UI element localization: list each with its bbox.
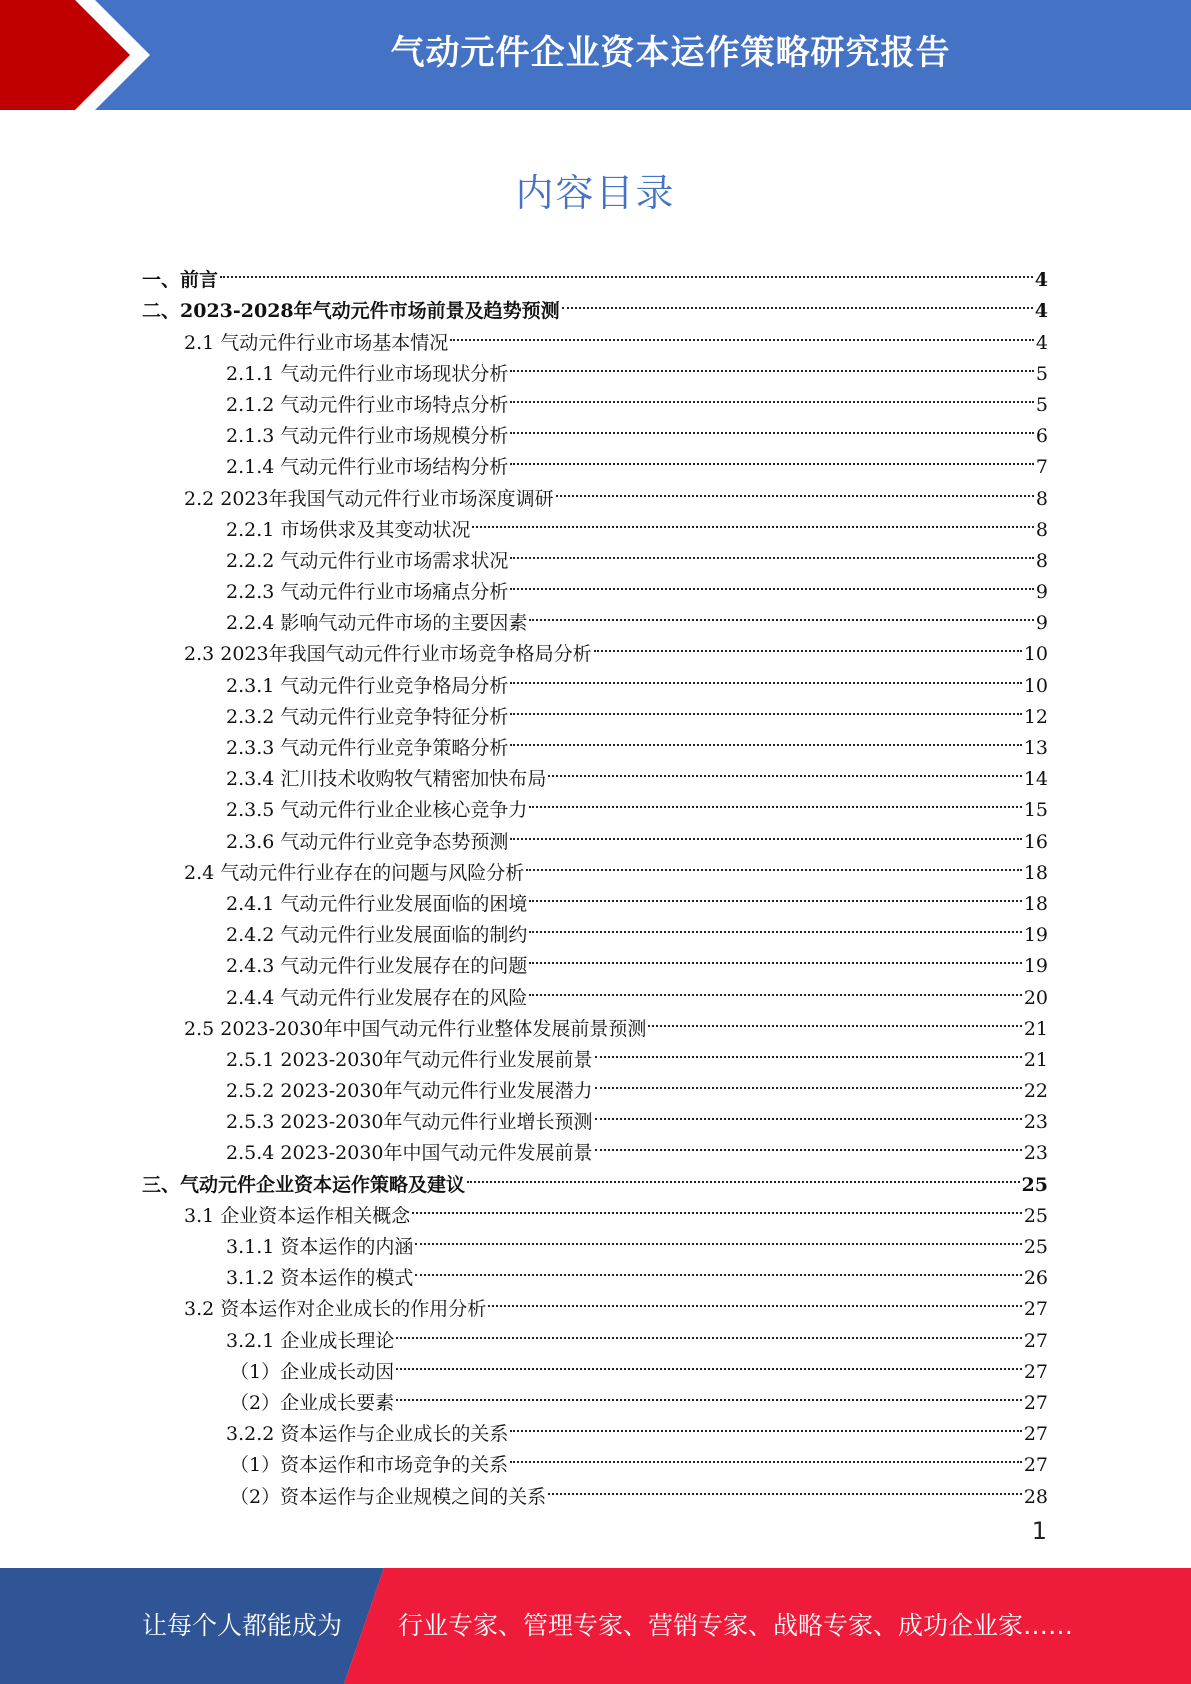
- toc-entry-text: 2.4.2 气动元件行业发展面临的制约: [226, 924, 528, 947]
- toc-entry-text: 2.4 气动元件行业存在的问题与风险分析: [184, 861, 525, 884]
- toc-entry-page: 27: [1023, 1360, 1048, 1383]
- toc-entry-page: 18: [1023, 892, 1048, 915]
- toc-leader-dots: [595, 1066, 1022, 1097]
- toc-entry-page: 8: [1035, 549, 1048, 572]
- toc-entry-page: 14: [1023, 768, 1048, 791]
- toc-entry-page: 12: [1023, 705, 1048, 728]
- toc-leader-dots: [594, 629, 1022, 660]
- toc-leader-dots: [220, 255, 1033, 286]
- toc-entry-text: 2.2.1 市场供求及其变动状况: [226, 518, 471, 541]
- toc-leader-dots: [450, 317, 1034, 348]
- toc-entry-text: 2.1 气动元件行业市场基本情况: [184, 331, 449, 354]
- toc-leader-dots: [648, 1004, 1021, 1035]
- toc-entry-text: 3.1.2 资本运作的模式: [226, 1267, 414, 1290]
- toc-leader-dots: [548, 1471, 1022, 1502]
- toc-entry-page: 28: [1023, 1485, 1048, 1508]
- toc-leader-dots: [510, 442, 1034, 473]
- toc-leader-dots: [510, 411, 1034, 442]
- toc-entry-text: 2.5.4 2023-2030年中国气动元件发展前景: [226, 1142, 593, 1165]
- toc-entry-page: 27: [1023, 1423, 1048, 1446]
- toc-entry-page: 10: [1023, 643, 1048, 666]
- toc-entry-page: 4: [1034, 300, 1048, 323]
- toc-entry-page: 8: [1035, 518, 1048, 541]
- toc-entry-text: 2.3.6 气动元件行业竞争态势预测: [226, 830, 509, 853]
- toc-entry-text: 3.2.1 企业成长理论: [226, 1329, 395, 1352]
- toc-entry-text: 2.1.2 气动元件行业市场特点分析: [226, 393, 509, 416]
- footer-slogan-left: 让每个人都能成为: [142, 1611, 343, 1640]
- toc-leader-dots: [415, 1222, 1021, 1253]
- toc-entry-page: 19: [1023, 955, 1048, 978]
- toc-entry-page: 6: [1035, 425, 1048, 448]
- toc-leader-dots: [510, 349, 1034, 380]
- toc-leader-dots: [548, 754, 1021, 785]
- toc-leader-dots: [472, 505, 1034, 536]
- toc-leader-dots: [396, 1378, 1022, 1409]
- toc-entry-text: 2.4.4 气动元件行业发展存在的风险: [226, 986, 528, 1009]
- toc-leader-dots: [526, 848, 1022, 879]
- page-footer: [0, 1568, 1191, 1684]
- toc-leader-dots: [467, 1159, 1020, 1190]
- toc-entry-page: 21: [1023, 1048, 1048, 1071]
- toc-entry-text: 一、前言: [142, 269, 219, 292]
- toc-entry-page: 20: [1023, 986, 1048, 1009]
- toc-leader-dots: [510, 380, 1034, 411]
- toc-entry-page: 25: [1021, 1173, 1048, 1196]
- toc-entry-page: 27: [1023, 1391, 1048, 1414]
- toc-leader-dots: [510, 660, 1021, 691]
- toc-entry-page: 26: [1023, 1267, 1048, 1290]
- toc-entry-text: 2.3.2 气动元件行业竞争特征分析: [226, 705, 509, 728]
- toc-entry-page: 9: [1035, 581, 1048, 604]
- toc-entry-text: 2.1.1 气动元件行业市场现状分析: [226, 362, 509, 385]
- toc-entry-page: 13: [1023, 737, 1048, 759]
- toc-leader-dots: [529, 879, 1021, 910]
- toc-entry-text: 2.5 2023-2030年中国气动元件行业整体发展前景预测: [184, 1017, 647, 1040]
- toc-leader-dots: [415, 1253, 1021, 1284]
- toc-entry[interactable]: [142, 255, 1048, 292]
- toc-entry-page: 19: [1023, 924, 1048, 947]
- toc-entry-page: 5: [1035, 393, 1048, 416]
- toc-entry-page: 4: [1035, 331, 1048, 354]
- toc-entry-text: 2.5.2 2023-2030年气动元件行业发展潜力: [226, 1080, 593, 1103]
- toc-entry-text: 2.3.5 气动元件行业企业核心竞争力: [226, 799, 528, 822]
- toc-leader-dots: [529, 972, 1021, 1003]
- toc-entry-text: 2.3.4 汇川技术收购牧气精密加快布局: [226, 768, 547, 791]
- toc-entry-page: 27: [1023, 1329, 1048, 1352]
- toc-entry-page: 23: [1023, 1142, 1048, 1165]
- toc-entry-page: 9: [1035, 612, 1048, 635]
- toc-leader-dots: [562, 286, 1033, 317]
- toc-leader-dots: [529, 910, 1021, 941]
- toc-entry-text: 2.3.3 气动元件行业竞争策略分析: [226, 737, 509, 759]
- report-title: 气动元件企业资本运作策略研究报告: [390, 33, 951, 73]
- toc-entry-text: 2.3 2023年我国气动元件行业市场竞争格局分析: [184, 643, 592, 666]
- toc-entry-page: 4: [1034, 269, 1048, 292]
- toc-entry-text: 2.2.3 气动元件行业市场痛点分析: [226, 581, 509, 604]
- toc-entry-text: 2.2.4 影响气动元件市场的主要因素: [226, 612, 528, 635]
- toc-entry-text: 2.2.2 气动元件行业市场需求状况: [226, 549, 509, 572]
- toc-entry-page: 15: [1023, 799, 1048, 822]
- toc-entry-page: 18: [1023, 861, 1048, 884]
- toc-entry-page: 7: [1035, 456, 1048, 479]
- toc-heading: 内容目录: [515, 171, 676, 215]
- toc-leader-dots: [556, 473, 1034, 504]
- toc-entry-text: 3.1 企业资本运作相关概念: [184, 1204, 411, 1227]
- toc-entry-text: 3.1.1 资本运作的内涵: [226, 1236, 414, 1258]
- toc-entry-text: 3.2.2 资本运作与企业成长的关系: [226, 1423, 509, 1446]
- toc-entry-page: 16: [1023, 830, 1048, 853]
- toc-entry-text: 2.5.1 2023-2030年气动元件行业发展前景: [226, 1048, 593, 1071]
- page-number: 1: [1031, 1517, 1047, 1545]
- page-header: [0, 0, 1191, 110]
- toc-entry-text: 二、2023-2028年气动元件市场前景及趋势预测: [142, 300, 560, 323]
- footer-slogan-right: 行业专家、管理专家、营销专家、战略专家、成功企业家……: [398, 1611, 1074, 1640]
- toc-entry-page: 27: [1023, 1454, 1048, 1477]
- toc-entry-text: 2.4.3 气动元件行业发展存在的问题: [226, 955, 528, 978]
- toc-entry-text: （1）资本运作和市场竞争的关系: [230, 1454, 509, 1477]
- toc-leader-dots: [510, 816, 1021, 847]
- toc-entry-text: 2.1.4 气动元件行业市场结构分析: [226, 456, 509, 479]
- toc-entry-page: 22: [1023, 1080, 1048, 1103]
- toc-leader-dots: [488, 1284, 1022, 1315]
- toc-entry-text: （2）资本运作与企业规模之间的关系: [230, 1485, 547, 1508]
- toc-leader-dots: [529, 598, 1034, 629]
- toc-entry-text: 3.2 资本运作对企业成长的作用分析: [184, 1298, 487, 1321]
- toc-entry-page: 27: [1023, 1298, 1048, 1321]
- toc-entry-page: 23: [1023, 1111, 1048, 1134]
- toc-entry-page: 25: [1023, 1204, 1048, 1227]
- table-of-contents: [142, 255, 1048, 1508]
- toc-leader-dots: [510, 723, 1021, 754]
- toc-entry-text: （1）企业成长动因: [230, 1360, 395, 1383]
- toc-leader-dots: [396, 1315, 1021, 1346]
- toc-entry-text: 2.5.3 2023-2030年气动元件行业增长预测: [226, 1111, 593, 1134]
- toc-entry-page: 10: [1023, 674, 1048, 697]
- toc-leader-dots: [595, 1035, 1022, 1066]
- toc-entry-text: 2.2 2023年我国气动元件行业市场深度调研: [184, 487, 554, 510]
- toc-leader-dots: [510, 567, 1034, 598]
- toc-leader-dots: [510, 1409, 1021, 1440]
- toc-leader-dots: [510, 1440, 1022, 1471]
- toc-leader-dots: [529, 941, 1021, 972]
- toc-entry-page: 8: [1035, 487, 1048, 510]
- toc-entry-text: 2.3.1 气动元件行业竞争格局分析: [226, 674, 509, 697]
- toc-entry-text: 三、气动元件企业资本运作策略及建议: [142, 1173, 466, 1196]
- toc-entry-text: （2）企业成长要素: [230, 1391, 395, 1414]
- toc-entry[interactable]: [142, 286, 1048, 323]
- toc-leader-dots: [595, 1097, 1022, 1128]
- toc-entry-page: 25: [1023, 1236, 1048, 1258]
- toc-entry-text: 2.4.1 气动元件行业发展面临的困境: [226, 892, 528, 915]
- toc-leader-dots: [412, 1191, 1022, 1222]
- toc-leader-dots: [510, 536, 1034, 567]
- toc-leader-dots: [510, 692, 1021, 723]
- toc-leader-dots: [529, 785, 1021, 816]
- toc-leader-dots: [595, 1128, 1022, 1159]
- toc-entry-text: 2.1.3 气动元件行业市场规模分析: [226, 425, 509, 448]
- toc-entry-page: 21: [1023, 1017, 1048, 1040]
- toc-entry-page: 5: [1035, 362, 1048, 385]
- toc-leader-dots: [396, 1347, 1022, 1378]
